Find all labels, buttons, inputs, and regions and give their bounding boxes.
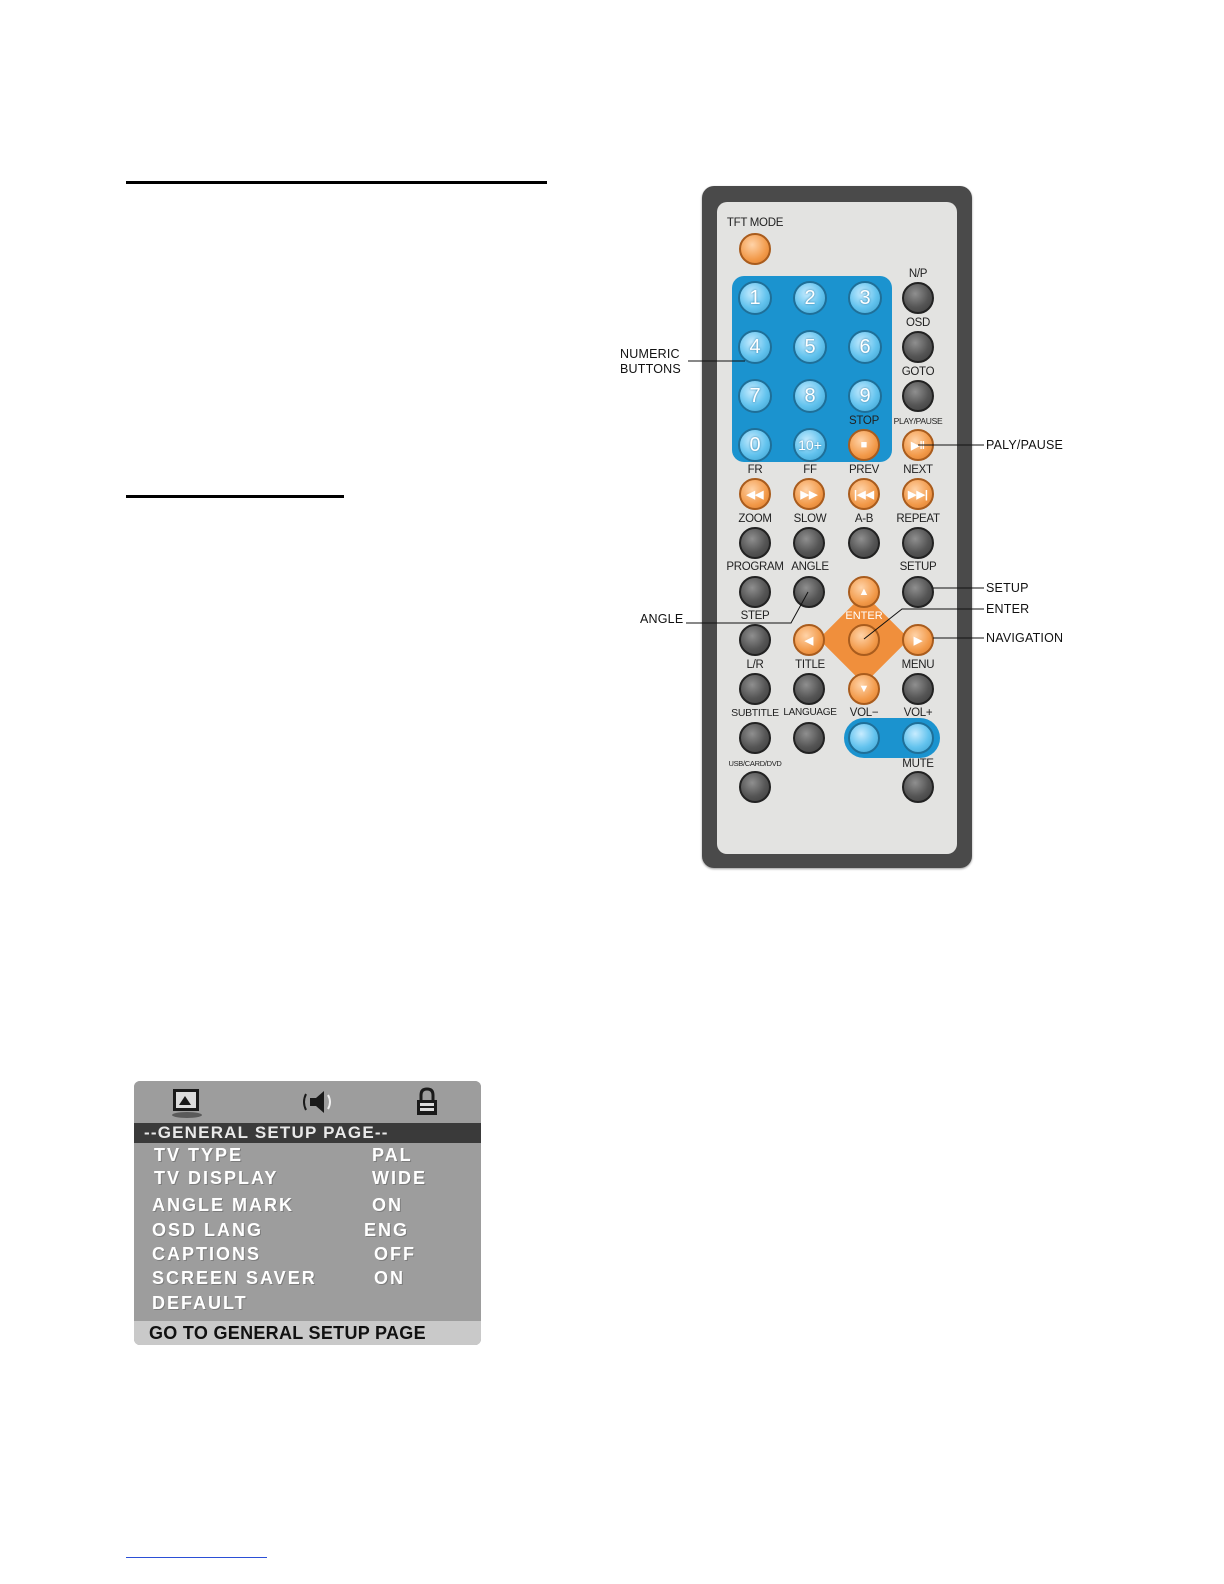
callout-line-angle [686, 592, 808, 623]
osd-row-default[interactable] [134, 1293, 481, 1317]
osd-row-tv-type[interactable] [134, 1145, 481, 1169]
osd-row-value: OFF [374, 1244, 416, 1264]
osd-row-value: WIDE [372, 1168, 427, 1188]
label-next: NEXT [903, 464, 933, 476]
label-fr: FR [747, 464, 763, 476]
label-osd: OSD [905, 317, 931, 329]
label-stop: STOP [849, 415, 879, 427]
label-vol-minus: VOL− [849, 707, 879, 719]
osd-status-footer: GO TO GENERAL SETUP PAGE [134, 1321, 481, 1345]
label-lr: L/R [746, 659, 764, 671]
label-subtitle: SUBTITLE [731, 707, 779, 719]
speaker-icon[interactable] [300, 1085, 334, 1119]
osd-row-value: ENG [364, 1220, 410, 1240]
callout-play-pause: PALY/PAUSE [986, 438, 1064, 452]
label-play-pause: PLAY/PAUSE [893, 416, 943, 426]
label-ab: A-B [854, 513, 874, 525]
label-mute: MUTE [902, 758, 934, 770]
label-np: N/P [908, 268, 928, 280]
label-goto: GOTO [901, 366, 935, 378]
numeric-button-3[interactable]: 3 [848, 281, 882, 315]
callout-numeric-line2: BUTTONS [620, 362, 681, 376]
label-menu: MENU [901, 659, 935, 671]
play-pause-icon: ▶‖ [911, 439, 925, 452]
label-ff: FF [803, 464, 817, 476]
osd-page-header: --GENERAL SETUP PAGE-- [134, 1123, 481, 1143]
padlock-icon[interactable] [410, 1085, 444, 1119]
label-title: TITLE [795, 659, 825, 671]
label-angle: ANGLE [791, 561, 829, 573]
osd-row-screen-saver[interactable] [134, 1268, 481, 1292]
callout-line-enter [864, 609, 984, 639]
osd-icon-bar [134, 1081, 481, 1123]
osd-row-value: ON [374, 1268, 405, 1288]
label-setup: SETUP [899, 561, 937, 573]
numeric-button-6[interactable]: 6 [848, 330, 882, 364]
rewind-icon: ◀◀ [746, 488, 764, 501]
callout-enter: ENTER [986, 602, 1030, 616]
numeric-button-7[interactable]: 7 [738, 379, 772, 413]
previous-icon: |◀◀ [854, 488, 874, 501]
osd-row-osd-lang[interactable] [134, 1220, 481, 1244]
osd-row-value: PAL [372, 1145, 413, 1165]
callout-numeric-line1: NUMERIC [620, 347, 680, 361]
osd-row-label: SCREEN SAVER [152, 1268, 317, 1288]
label-step: STEP [740, 610, 770, 622]
fast-forward-icon: ▶▶ [800, 488, 818, 501]
enter-label: ENTER [845, 610, 883, 622]
numeric-button-8[interactable]: 8 [793, 379, 827, 413]
label-zoom: ZOOM [738, 513, 772, 525]
label-vol-plus: VOL+ [903, 707, 933, 719]
arrow-up-icon: ▲ [858, 586, 870, 598]
label-program: PROGRAM [726, 561, 784, 573]
numeric-button-5[interactable]: 5 [793, 330, 827, 364]
osd-setup-screen [134, 1081, 481, 1345]
label-usb-card-dvd: USB/CARD/DVD [728, 759, 782, 768]
callout-setup: SETUP [986, 581, 1029, 595]
label-slow: SLOW [793, 513, 827, 525]
numeric-button-0[interactable]: 0 [738, 428, 772, 462]
osd-row-tv-display[interactable] [134, 1168, 481, 1192]
numeric-button-2[interactable]: 2 [793, 281, 827, 315]
numeric-button-1[interactable]: 1 [738, 281, 772, 315]
osd-row-label: ANGLE MARK [152, 1195, 294, 1215]
osd-row-label: TV DISPLAY [154, 1168, 279, 1188]
numeric-button-4[interactable]: 4 [738, 330, 772, 364]
numeric-button-9[interactable]: 9 [848, 379, 882, 413]
label-prev: PREV [848, 464, 880, 476]
osd-row-label: CAPTIONS [152, 1244, 262, 1264]
label-language: LANGUAGE [783, 707, 837, 718]
next-icon: ▶▶| [908, 488, 928, 501]
osd-row-captions[interactable] [134, 1244, 481, 1268]
callout-angle: ANGLE [640, 612, 684, 626]
osd-row-label: DEFAULT [152, 1293, 248, 1313]
arrow-left-icon: ◀ [804, 634, 814, 647]
osd-row-angle-mark[interactable] [134, 1195, 481, 1219]
stop-icon: ■ [860, 439, 868, 451]
monitor-icon[interactable] [170, 1085, 204, 1119]
osd-row-value: ON [372, 1195, 403, 1215]
label-tft-mode: TFT MODE [726, 217, 784, 229]
arrow-down-icon: ▼ [858, 683, 870, 695]
osd-row-label: OSD LANG [152, 1220, 264, 1240]
arrow-right-icon: ▶ [913, 634, 923, 647]
label-repeat: REPEAT [896, 513, 940, 525]
numeric-button-10plus[interactable]: 10+ [793, 428, 827, 462]
osd-row-label: TV TYPE [154, 1145, 244, 1165]
callout-navigation: NAVIGATION [986, 631, 1064, 645]
